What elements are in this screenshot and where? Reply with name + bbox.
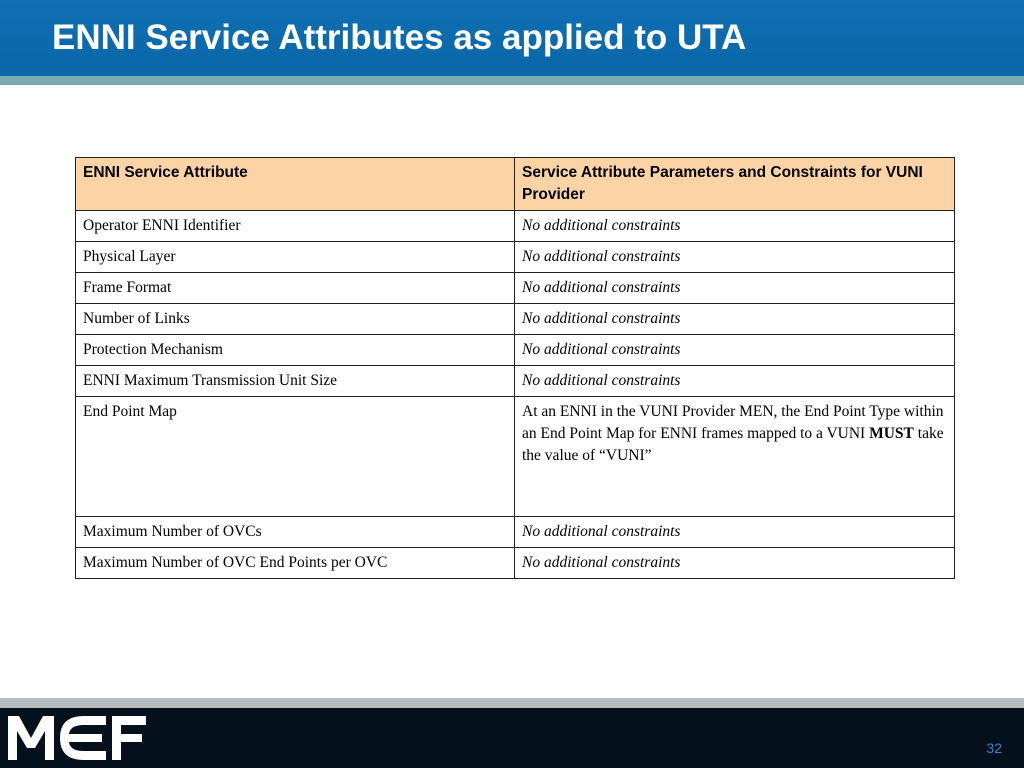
constraint-text: take the value of “VUNI” bbox=[522, 425, 944, 464]
table-row bbox=[76, 273, 955, 304]
attribute-cell: Frame Format bbox=[76, 273, 515, 304]
constraint-cell: No additional constraints bbox=[515, 548, 955, 579]
table-row bbox=[76, 366, 955, 397]
table-header-row bbox=[76, 158, 955, 211]
attribute-cell: Number of Links bbox=[76, 304, 515, 335]
enni-attributes-table bbox=[75, 157, 955, 579]
constraint-cell: No additional constraints bbox=[515, 242, 955, 273]
constraint-cell: No additional constraints bbox=[515, 366, 955, 397]
table-row bbox=[76, 335, 955, 366]
attribute-cell: Operator ENNI Identifier bbox=[76, 211, 515, 242]
logo-letter-e bbox=[60, 716, 106, 760]
table-row bbox=[76, 211, 955, 242]
title-bar bbox=[0, 0, 1024, 76]
attribute-cell: Maximum Number of OVCs bbox=[76, 517, 515, 548]
table-row bbox=[76, 304, 955, 335]
table-row bbox=[76, 548, 955, 579]
constraint-cell: No additional constraints bbox=[515, 211, 955, 242]
table-row bbox=[76, 242, 955, 273]
constraint-cell: No additional constraints bbox=[515, 517, 955, 548]
constraint-emphasis: MUST bbox=[869, 425, 914, 442]
footer-accent-stripe bbox=[0, 698, 1024, 708]
slide-title: ENNI Service Attributes as applied to UTA bbox=[52, 18, 747, 57]
attribute-cell: End Point Map bbox=[76, 397, 515, 517]
constraint-text: At an ENNI in the VUNI Provider MEN, the End Point Type within an End Point Map for ENNI frames mapped to a VUNI bbox=[522, 403, 944, 442]
logo-letter-f bbox=[112, 716, 146, 760]
constraint-cell: No additional constraints bbox=[515, 273, 955, 304]
attribute-cell: Maximum Number of OVC End Points per OVC bbox=[76, 548, 515, 579]
attribute-cell: Physical Layer bbox=[76, 242, 515, 273]
attribute-cell: ENNI Maximum Transmission Unit Size bbox=[76, 366, 515, 397]
constraint-cell: No additional constraints bbox=[515, 304, 955, 335]
mef-logo-letters bbox=[8, 716, 146, 760]
mef-logo bbox=[6, 712, 148, 764]
logo-letter-m bbox=[8, 716, 54, 760]
constraint-cell: No additional constraints bbox=[515, 335, 955, 366]
constraint-cell bbox=[515, 397, 955, 517]
column-header-attribute: ENNI Service Attribute bbox=[76, 158, 515, 211]
page-number: 32 bbox=[986, 740, 1002, 756]
attribute-cell: Protection Mechanism bbox=[76, 335, 515, 366]
footer-bar bbox=[0, 708, 1024, 768]
table-row bbox=[76, 397, 955, 517]
column-header-constraints: Service Attribute Parameters and Constraints for VUNI Provider bbox=[515, 158, 955, 211]
table-row bbox=[76, 517, 955, 548]
title-accent-stripe bbox=[0, 76, 1024, 85]
